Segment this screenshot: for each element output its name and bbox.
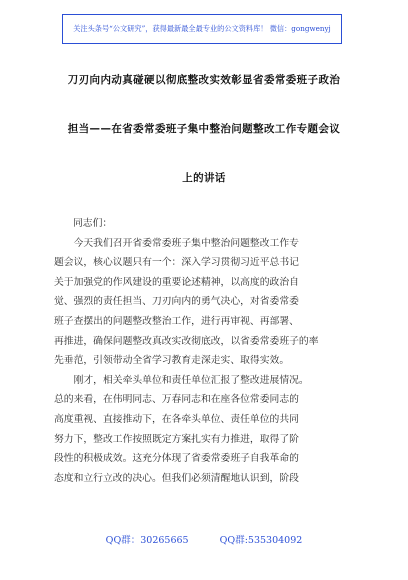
footer-contact <box>0 532 408 546</box>
speech-body <box>54 214 356 488</box>
body-line: 努力下，整改工作按照既定方案扎实有力推进，取得了阶 <box>54 433 299 445</box>
body-line: 关于加强党的作风建设的重要论述精神，以高度的政治自 <box>54 276 299 288</box>
body-line: 态度和立行立改的决心。但我们必须清醒地认识到，阶段 <box>54 472 299 484</box>
body-line: 总的来看，在伟明同志、万春同志和在座各位常委同志的 <box>54 394 299 406</box>
body-line: 题会议，核心议题只有一个：深入学习贯彻习近平总书记 <box>54 257 299 269</box>
footer-qq-group-2: QQ群:535304092 <box>219 535 303 546</box>
footer-qq-group-1: QQ群：30265665 <box>105 535 189 546</box>
body-line: 刚才，相关牵头单位和责任单位汇报了整改进展情况。 <box>54 374 309 386</box>
body-line: 觉、强烈的责任担当、刀刃向内的勇气决心，对省委常委 <box>54 296 299 308</box>
body-line: 今天我们召开省委常委班子集中整治问题整改工作专 <box>54 237 299 249</box>
header-banner: 关注头条号“公文研究”，获得最新最全最专业的公文资料库！ 微信：gongwenyj <box>62 14 342 44</box>
title-line-2: 担当——在省委常委班子集中整治问题整改工作专题会议 <box>67 123 341 135</box>
body-line: 再推进，确保问题整改真改实改彻底改，以省委常委班子的率 <box>54 335 319 347</box>
greeting: 同志们： <box>73 218 113 229</box>
title-line-1: 刀刃向内动真碰硬以彻底整改实效彰显省委常委班子政治 <box>67 74 341 86</box>
body-line: 班子查摆出的问题整改整治工作，进行再审视、再部署、 <box>54 315 299 327</box>
title-line-3: 上的讲话 <box>182 172 226 184</box>
body-line: 段性的积极成效。这充分体现了省委常委班子自我革命的 <box>54 453 299 465</box>
body-line: 高度重视、直接推动下，在各牵头单位、责任单位的共同 <box>54 413 299 425</box>
body-line: 先垂范，引领带动全省学习教育走深走实、取得实效。 <box>54 355 290 367</box>
